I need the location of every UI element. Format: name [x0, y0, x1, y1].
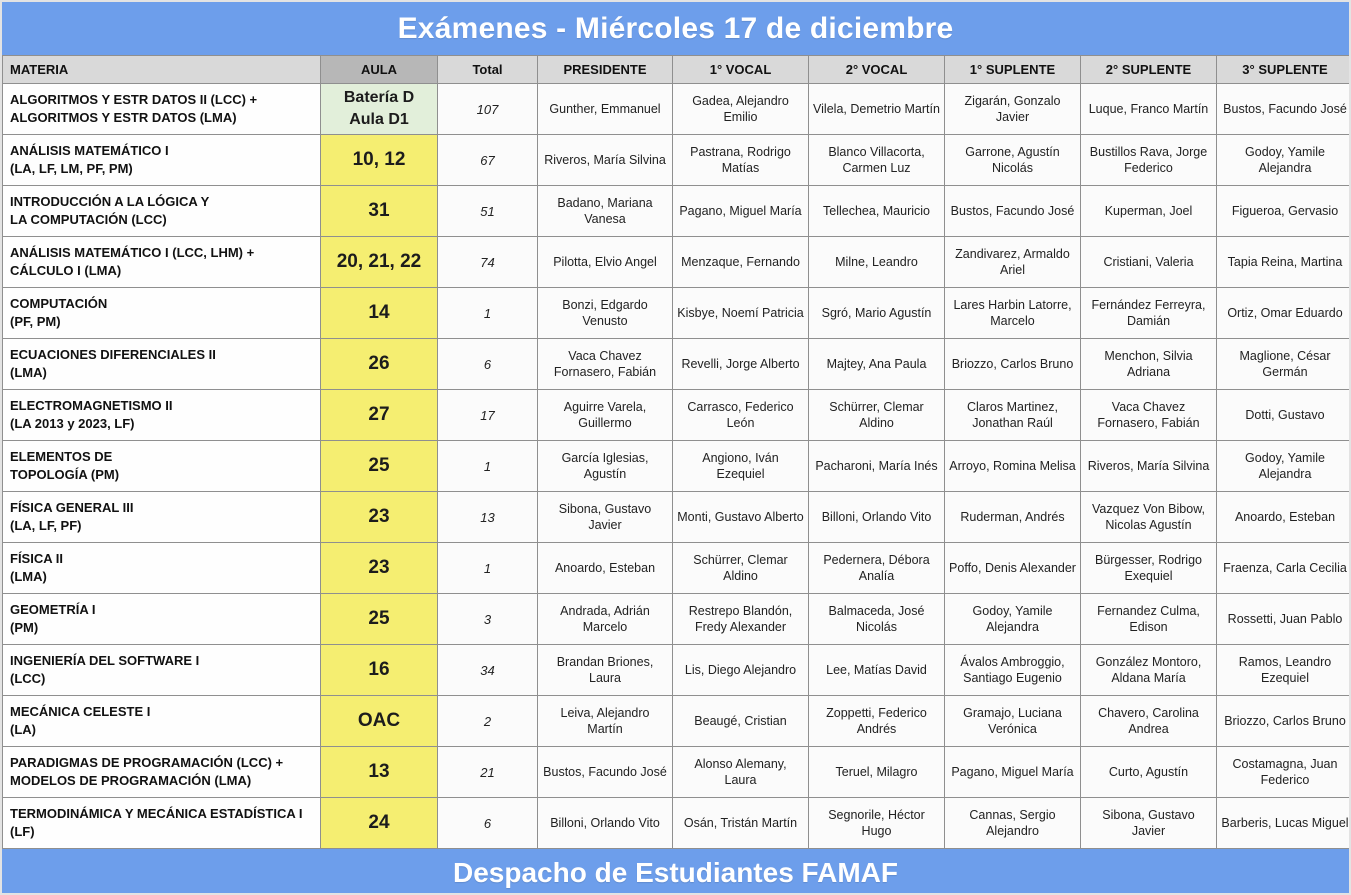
vocal2-cell: Segnorile, Héctor Hugo — [809, 798, 945, 849]
suplente1-cell: Lares Harbin Latorre, Marcelo — [945, 288, 1081, 339]
vocal2-cell: Billoni, Orlando Vito — [809, 492, 945, 543]
table-row — [3, 645, 1351, 696]
aula-line: 20, 21, 22 — [336, 251, 422, 272]
aula-cell — [321, 543, 438, 594]
materia-line: ANÁLISIS MATEMÁTICO I (LCC, LHM) + — [10, 245, 255, 261]
suplente3-cell: Dotti, Gustavo — [1217, 390, 1351, 441]
suplente1-cell: Bustos, Facundo José — [945, 186, 1081, 237]
total-cell: 6 — [438, 339, 538, 390]
materia-cell — [3, 135, 321, 186]
total-cell: 67 — [438, 135, 538, 186]
vocal2-cell: Tellechea, Mauricio — [809, 186, 945, 237]
suplente3-cell: Godoy, Yamile Alejandra — [1217, 135, 1351, 186]
table-row — [3, 186, 1351, 237]
aula-cell — [321, 696, 438, 747]
table-row — [3, 492, 1351, 543]
vocal1-cell: Revelli, Jorge Alberto — [673, 339, 809, 390]
table-row — [3, 594, 1351, 645]
vocal2-cell: Pacharoni, María Inés — [809, 441, 945, 492]
table-row — [3, 696, 1351, 747]
presidente-cell: Gunther, Emmanuel — [538, 84, 673, 135]
suplente2-cell: Curto, Agustín — [1081, 747, 1217, 798]
suplente1-cell: Arroyo, Romina Melisa — [945, 441, 1081, 492]
table-row — [3, 84, 1351, 135]
suplente2-cell: Sibona, Gustavo Javier — [1081, 798, 1217, 849]
vocal1-cell: Lis, Diego Alejandro — [673, 645, 809, 696]
vocal1-cell: Carrasco, Federico León — [673, 390, 809, 441]
vocal2-cell: Sgró, Mario Agustín — [809, 288, 945, 339]
presidente-cell: Anoardo, Esteban — [538, 543, 673, 594]
suplente1-cell: Ruderman, Andrés — [945, 492, 1081, 543]
aula-cell — [321, 339, 438, 390]
suplente2-cell: Fernandez Culma, Edison — [1081, 594, 1217, 645]
materia-cell — [3, 645, 321, 696]
table-row — [3, 441, 1351, 492]
suplente3-cell: Barberis, Lucas Miguel — [1217, 798, 1351, 849]
aula-cell — [321, 798, 438, 849]
materia-line: (LA, LF, PF) — [10, 518, 82, 533]
aula-cell — [321, 441, 438, 492]
table-row — [3, 135, 1351, 186]
table-row — [3, 798, 1351, 849]
materia-line: CÁLCULO I (LMA) — [10, 263, 122, 278]
aula-cell — [321, 288, 438, 339]
materia-line: PARADIGMAS DE PROGRAMACIÓN (LCC) + — [10, 755, 284, 771]
total-cell: 6 — [438, 798, 538, 849]
materia-line: MECÁNICA CELESTE I — [10, 704, 151, 720]
materia-line: (PF, PM) — [10, 314, 61, 329]
aula-line: 26 — [368, 353, 390, 374]
suplente1-cell: Cannas, Sergio Alejandro — [945, 798, 1081, 849]
aula-line: 23 — [368, 506, 390, 527]
aula-line: 16 — [368, 659, 390, 680]
aula-line: 13 — [368, 761, 390, 782]
aula-line: OAC — [357, 710, 401, 731]
vocal1-cell: Monti, Gustavo Alberto — [673, 492, 809, 543]
aula-line: 31 — [368, 200, 390, 221]
table-header-row — [3, 56, 1351, 84]
aula-line: 10, 12 — [352, 149, 406, 170]
total-cell: 1 — [438, 441, 538, 492]
page-title: Exámenes - Miércoles 17 de diciembre — [2, 2, 1349, 55]
column-header-vocal1: 1° VOCAL — [673, 56, 809, 84]
materia-line: (LMA) — [10, 365, 47, 380]
materia-line: TOPOLOGÍA (PM) — [10, 467, 120, 482]
table-row — [3, 237, 1351, 288]
presidente-cell: Andrada, Adrián Marcelo — [538, 594, 673, 645]
materia-cell — [3, 186, 321, 237]
aula-line: 25 — [368, 455, 390, 476]
vocal2-cell: Majtey, Ana Paula — [809, 339, 945, 390]
table-row — [3, 288, 1351, 339]
materia-line: (PM) — [10, 620, 39, 635]
materia-line: FÍSICA GENERAL III — [10, 500, 134, 516]
aula-line: Batería D — [343, 89, 415, 107]
suplente2-cell: Fernández Ferreyra, Damián — [1081, 288, 1217, 339]
vocal2-cell: Schürrer, Clemar Aldino — [809, 390, 945, 441]
suplente3-cell: Tapia Reina, Martina — [1217, 237, 1351, 288]
suplente1-cell: Godoy, Yamile Alejandra — [945, 594, 1081, 645]
materia-cell — [3, 594, 321, 645]
vocal2-cell: Milne, Leandro — [809, 237, 945, 288]
aula-line: 14 — [368, 302, 390, 323]
aula-cell — [321, 237, 438, 288]
presidente-cell: Billoni, Orlando Vito — [538, 798, 673, 849]
materia-cell — [3, 696, 321, 747]
materia-line: TERMODINÁMICA Y MECÁNICA ESTADÍSTICA I — [10, 806, 303, 822]
vocal2-cell: Teruel, Milagro — [809, 747, 945, 798]
materia-cell — [3, 84, 321, 135]
materia-line: (LCC) — [10, 671, 46, 686]
total-cell: 1 — [438, 543, 538, 594]
presidente-cell: Sibona, Gustavo Javier — [538, 492, 673, 543]
vocal1-cell: Schürrer, Clemar Aldino — [673, 543, 809, 594]
total-cell: 34 — [438, 645, 538, 696]
materia-line: (LMA) — [10, 569, 47, 584]
materia-cell — [3, 492, 321, 543]
presidente-cell: García Iglesias, Agustín — [538, 441, 673, 492]
presidente-cell: Pilotta, Elvio Angel — [538, 237, 673, 288]
suplente3-cell: Ramos, Leandro Ezequiel — [1217, 645, 1351, 696]
materia-line: (LA) — [10, 722, 36, 737]
table-row — [3, 747, 1351, 798]
suplente2-cell: González Montoro, Aldana María — [1081, 645, 1217, 696]
materia-line: ALGORITMOS Y ESTR DATOS (LMA) — [10, 110, 237, 125]
aula-line: 24 — [368, 812, 390, 833]
total-cell: 51 — [438, 186, 538, 237]
materia-cell — [3, 441, 321, 492]
materia-cell — [3, 747, 321, 798]
presidente-cell: Leiva, Alejandro Martín — [538, 696, 673, 747]
suplente2-cell: Menchon, Silvia Adriana — [1081, 339, 1217, 390]
materia-line: ALGORITMOS Y ESTR DATOS II (LCC) + — [10, 92, 258, 108]
materia-line: GEOMETRÍA I — [10, 602, 96, 618]
table-row — [3, 543, 1351, 594]
presidente-cell: Vaca Chavez Fornasero, Fabián — [538, 339, 673, 390]
suplente3-cell: Costamagna, Juan Federico — [1217, 747, 1351, 798]
suplente2-cell: Luque, Franco Martín — [1081, 84, 1217, 135]
column-header-aula: AULA — [321, 56, 438, 84]
materia-line: INTRODUCCIÓN A LA LÓGICA Y — [10, 194, 210, 210]
column-header-suplente1: 1° SUPLENTE — [945, 56, 1081, 84]
materia-line: (LA, LF, LM, PF, PM) — [10, 161, 133, 176]
materia-line: (LF) — [10, 824, 35, 839]
aula-line: 23 — [368, 557, 390, 578]
materia-line: ELEMENTOS DE — [10, 449, 113, 465]
materia-line: (LA 2013 y 2023, LF) — [10, 416, 135, 431]
materia-cell — [3, 798, 321, 849]
suplente2-cell: Cristiani, Valeria — [1081, 237, 1217, 288]
suplente3-cell: Rossetti, Juan Pablo — [1217, 594, 1351, 645]
presidente-cell: Badano, Mariana Vanesa — [538, 186, 673, 237]
suplente2-cell: Bürgesser, Rodrigo Exequiel — [1081, 543, 1217, 594]
materia-cell — [3, 288, 321, 339]
aula-cell — [321, 645, 438, 696]
materia-line: ECUACIONES DIFERENCIALES II — [10, 347, 216, 363]
footer-title: Despacho de Estudiantes FAMAF — [2, 849, 1349, 895]
materia-cell — [3, 339, 321, 390]
suplente1-cell: Garrone, Agustín Nicolás — [945, 135, 1081, 186]
suplente2-cell: Riveros, María Silvina — [1081, 441, 1217, 492]
vocal1-cell: Pastrana, Rodrigo Matías — [673, 135, 809, 186]
suplente3-cell: Bustos, Facundo José — [1217, 84, 1351, 135]
suplente3-cell: Figueroa, Gervasio — [1217, 186, 1351, 237]
suplente3-cell: Godoy, Yamile Alejandra — [1217, 441, 1351, 492]
vocal1-cell: Restrepo Blandón, Fredy Alexander — [673, 594, 809, 645]
aula-cell — [321, 747, 438, 798]
suplente2-cell: Vazquez Von Bibow, Nicolas Agustín — [1081, 492, 1217, 543]
suplente1-cell: Zigarán, Gonzalo Javier — [945, 84, 1081, 135]
column-header-vocal2: 2° VOCAL — [809, 56, 945, 84]
presidente-cell: Aguirre Varela, Guillermo — [538, 390, 673, 441]
aula-line: 27 — [368, 404, 390, 425]
presidente-cell: Riveros, María Silvina — [538, 135, 673, 186]
total-cell: 17 — [438, 390, 538, 441]
vocal1-cell: Angiono, Iván Ezequiel — [673, 441, 809, 492]
aula-line: 25 — [368, 608, 390, 629]
total-cell: 74 — [438, 237, 538, 288]
aula-cell — [321, 84, 438, 135]
vocal1-cell: Menzaque, Fernando — [673, 237, 809, 288]
total-cell: 107 — [438, 84, 538, 135]
vocal2-cell: Lee, Matías David — [809, 645, 945, 696]
vocal1-cell: Gadea, Alejandro Emilio — [673, 84, 809, 135]
column-header-suplente2: 2° SUPLENTE — [1081, 56, 1217, 84]
total-cell: 13 — [438, 492, 538, 543]
vocal2-cell: Zoppetti, Federico Andrés — [809, 696, 945, 747]
vocal2-cell: Blanco Villacorta, Carmen Luz — [809, 135, 945, 186]
total-cell: 3 — [438, 594, 538, 645]
suplente1-cell: Pagano, Miguel María — [945, 747, 1081, 798]
suplente1-cell: Poffo, Denis Alexander — [945, 543, 1081, 594]
column-header-suplente3: 3° SUPLENTE — [1217, 56, 1351, 84]
materia-line: COMPUTACIÓN — [10, 296, 108, 312]
suplente1-cell: Zandivarez, Armaldo Ariel — [945, 237, 1081, 288]
suplente1-cell: Claros Martinez, Jonathan Raúl — [945, 390, 1081, 441]
materia-line: MODELOS DE PROGRAMACIÓN (LMA) — [10, 773, 252, 788]
suplente3-cell: Anoardo, Esteban — [1217, 492, 1351, 543]
materia-line: ANÁLISIS MATEMÁTICO I — [10, 143, 169, 159]
suplente1-cell: Gramajo, Luciana Verónica — [945, 696, 1081, 747]
suplente3-cell: Briozzo, Carlos Bruno — [1217, 696, 1351, 747]
total-cell: 21 — [438, 747, 538, 798]
aula-cell — [321, 135, 438, 186]
materia-cell — [3, 543, 321, 594]
vocal2-cell: Pedernera, Débora Analía — [809, 543, 945, 594]
aula-cell — [321, 390, 438, 441]
suplente1-cell: Briozzo, Carlos Bruno — [945, 339, 1081, 390]
suplente2-cell: Kuperman, Joel — [1081, 186, 1217, 237]
suplente3-cell: Maglione, César Germán — [1217, 339, 1351, 390]
materia-line: ELECTROMAGNETISMO II — [10, 398, 173, 414]
aula-cell — [321, 492, 438, 543]
materia-cell — [3, 390, 321, 441]
column-header-presidente: PRESIDENTE — [538, 56, 673, 84]
materia-line: LA COMPUTACIÓN (LCC) — [10, 212, 167, 227]
materia-cell — [3, 237, 321, 288]
presidente-cell: Bonzi, Edgardo Venusto — [538, 288, 673, 339]
vocal1-cell: Pagano, Miguel María — [673, 186, 809, 237]
vocal1-cell: Beaugé, Cristian — [673, 696, 809, 747]
materia-line: FÍSICA II — [10, 551, 63, 567]
aula-cell — [321, 186, 438, 237]
suplente3-cell: Ortiz, Omar Eduardo — [1217, 288, 1351, 339]
vocal2-cell: Balmaceda, José Nicolás — [809, 594, 945, 645]
presidente-cell: Bustos, Facundo José — [538, 747, 673, 798]
presidente-cell: Brandan Briones, Laura — [538, 645, 673, 696]
vocal1-cell: Alonso Alemany, Laura — [673, 747, 809, 798]
exams-table — [2, 55, 1351, 849]
aula-line: Aula D1 — [349, 111, 409, 128]
table-row — [3, 390, 1351, 441]
column-header-total: Total — [438, 56, 538, 84]
vocal1-cell: Kisbye, Noemí Patricia — [673, 288, 809, 339]
table-row — [3, 339, 1351, 390]
suplente2-cell: Bustillos Rava, Jorge Federico — [1081, 135, 1217, 186]
column-header-materia: MATERIA — [3, 56, 321, 84]
total-cell: 1 — [438, 288, 538, 339]
aula-cell — [321, 594, 438, 645]
vocal1-cell: Osán, Tristán Martín — [673, 798, 809, 849]
suplente3-cell: Fraenza, Carla Cecilia — [1217, 543, 1351, 594]
vocal2-cell: Vilela, Demetrio Martín — [809, 84, 945, 135]
suplente2-cell: Vaca Chavez Fornasero, Fabián — [1081, 390, 1217, 441]
suplente1-cell: Ávalos Ambroggio, Santiago Eugenio — [945, 645, 1081, 696]
materia-line: INGENIERÍA DEL SOFTWARE I — [10, 653, 200, 669]
suplente2-cell: Chavero, Carolina Andrea — [1081, 696, 1217, 747]
total-cell: 2 — [438, 696, 538, 747]
